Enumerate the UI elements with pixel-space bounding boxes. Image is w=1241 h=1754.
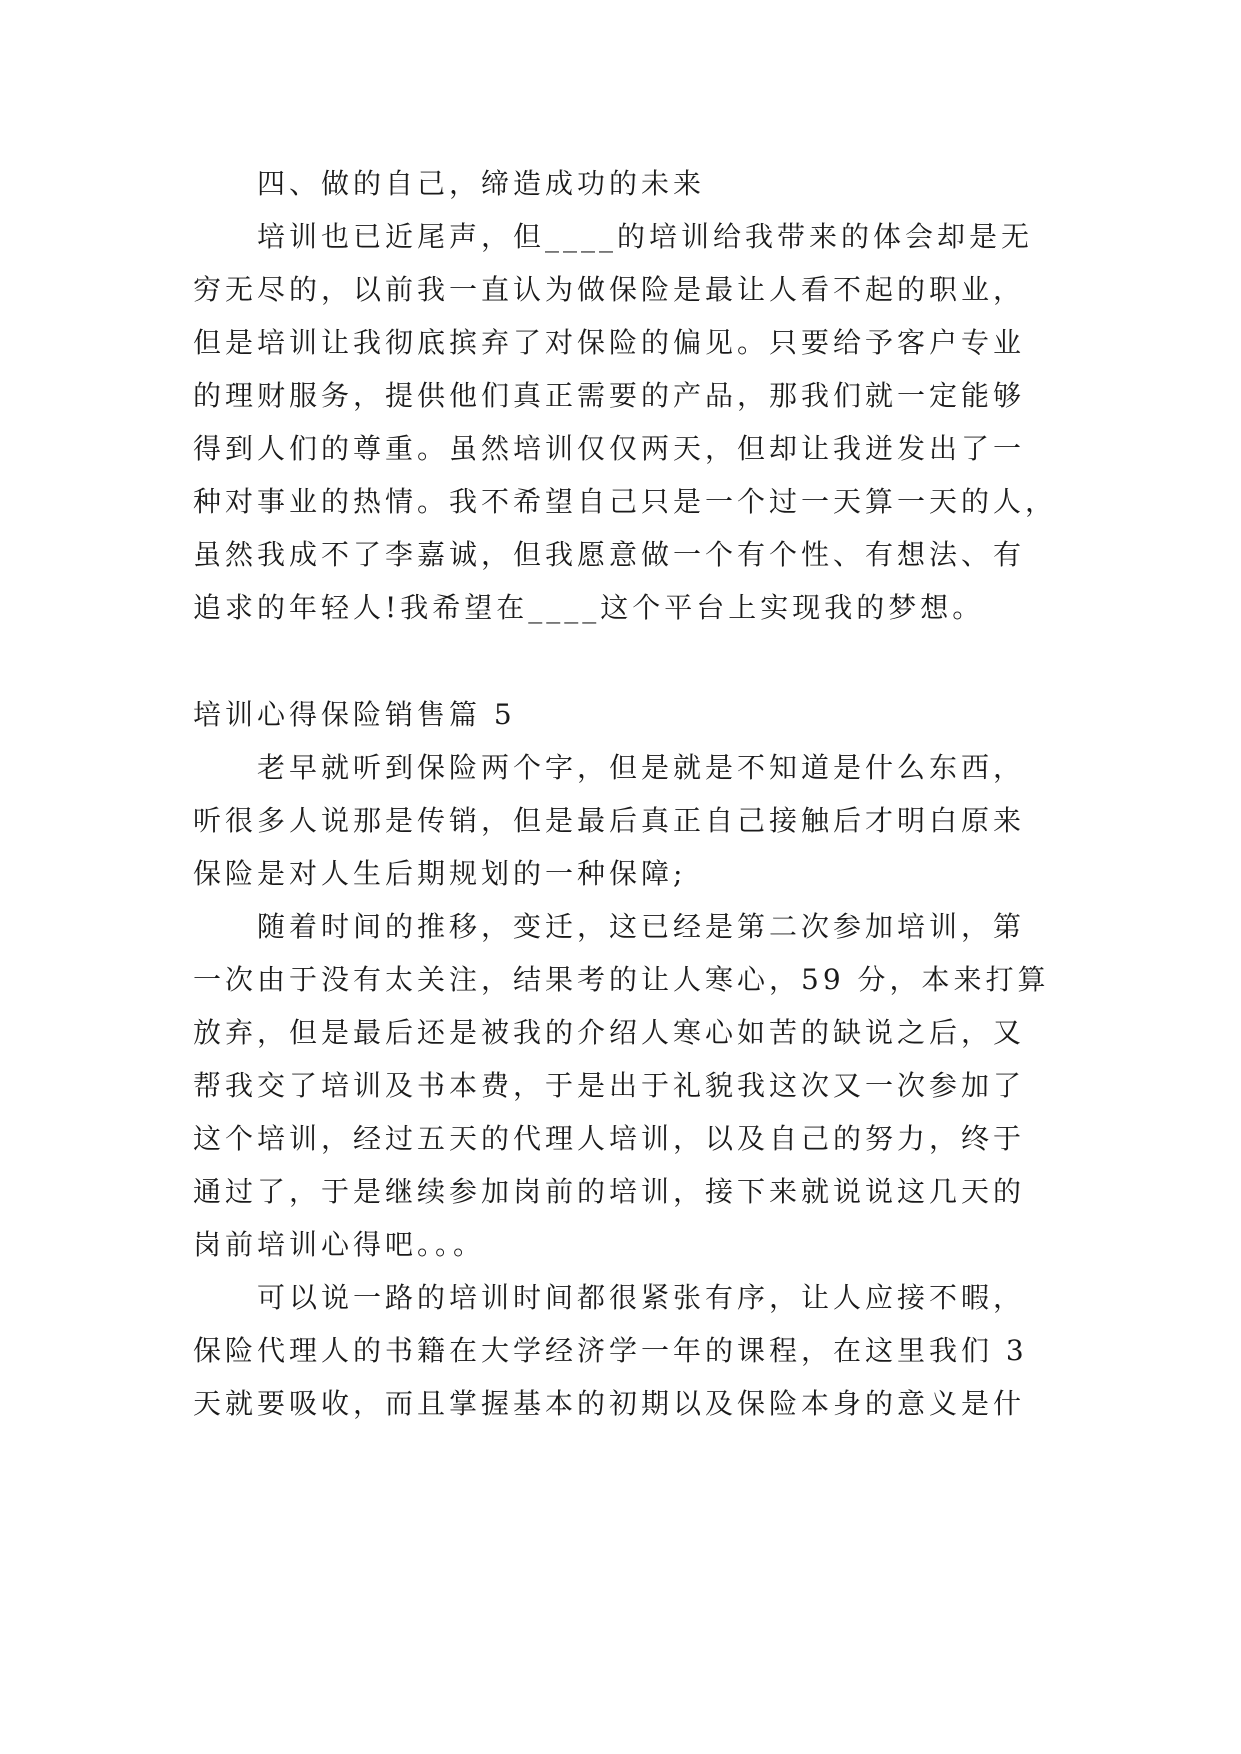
text-line: 随着时间的推移，变迁，这已经是第二次参加培训，第 — [257, 910, 1026, 943]
text-line: 岗前培训心得吧。。。 — [193, 1228, 486, 1261]
article-title: 培训心得保险销售篇 5 — [193, 698, 516, 731]
paragraph — [193, 210, 1058, 634]
paragraph — [193, 1271, 1053, 1430]
text-line: 帮我交了培训及书本费，于是出于礼貌我这次又一次参加了 — [193, 1069, 1026, 1102]
text-line: 培训也已近尾声，但____的培训给我带来的体会却是无 — [257, 220, 1034, 253]
text-line: 保险是对人生后期规划的一种保障; — [193, 857, 687, 890]
text-line: 听很多人说那是传销，但是最后真正自己接触后才明白原来 — [193, 804, 1026, 837]
text-line: 穷无尽的，以前我一直认为做保险是最让人看不起的职业， — [193, 273, 1026, 306]
paragraph — [193, 900, 1053, 1271]
text-line: 通过了，于是继续参加岗前的培训，接下来就说说这几天的 — [193, 1175, 1026, 1208]
text-line: 种对事业的热情。我不希望自己只是一个过一天算一天的人， — [193, 485, 1058, 518]
text-line: 虽然我成不了李嘉诚，但我愿意做一个有个性、有想法、有 — [193, 538, 1026, 571]
text-line: 这个培训，经过五天的代理人培训，以及自己的努力，终于 — [193, 1122, 1026, 1155]
text-line: 但是培训让我彻底摈弃了对保险的偏见。只要给予客户专业 — [193, 326, 1026, 359]
text-line: 一次由于没有太关注，结果考的让人寒心，59 分，本来打算 — [193, 963, 1050, 996]
text-line: 可以说一路的培训时间都很紧张有序，让人应接不暇， — [257, 1281, 1026, 1314]
text-line: 追求的年轻人!我希望在____这个平台上实现我的梦想。 — [193, 591, 985, 624]
section-heading: 四、做的自己，缔造成功的未来 — [257, 167, 706, 200]
document-body — [193, 157, 1058, 1430]
text-line: 得到人们的尊重。虽然培训仅仅两天，但却让我迸发出了一 — [193, 432, 1026, 465]
text-line: 天就要吸收，而且掌握基本的初期以及保险本身的意义是什 — [193, 1387, 1026, 1420]
section-spacer — [193, 634, 1053, 688]
text-line: 保险代理人的书籍在大学经济学一年的课程，在这里我们 3 — [193, 1334, 1028, 1367]
text-line: 老早就听到保险两个字，但是就是不知道是什么东西， — [257, 751, 1026, 784]
text-line: 放弃，但是最后还是被我的介绍人寒心如苦的缺说之后，又 — [193, 1016, 1026, 1049]
text-line: 的理财服务，提供他们真正需要的产品，那我们就一定能够 — [193, 379, 1026, 412]
paragraph — [193, 741, 1053, 900]
